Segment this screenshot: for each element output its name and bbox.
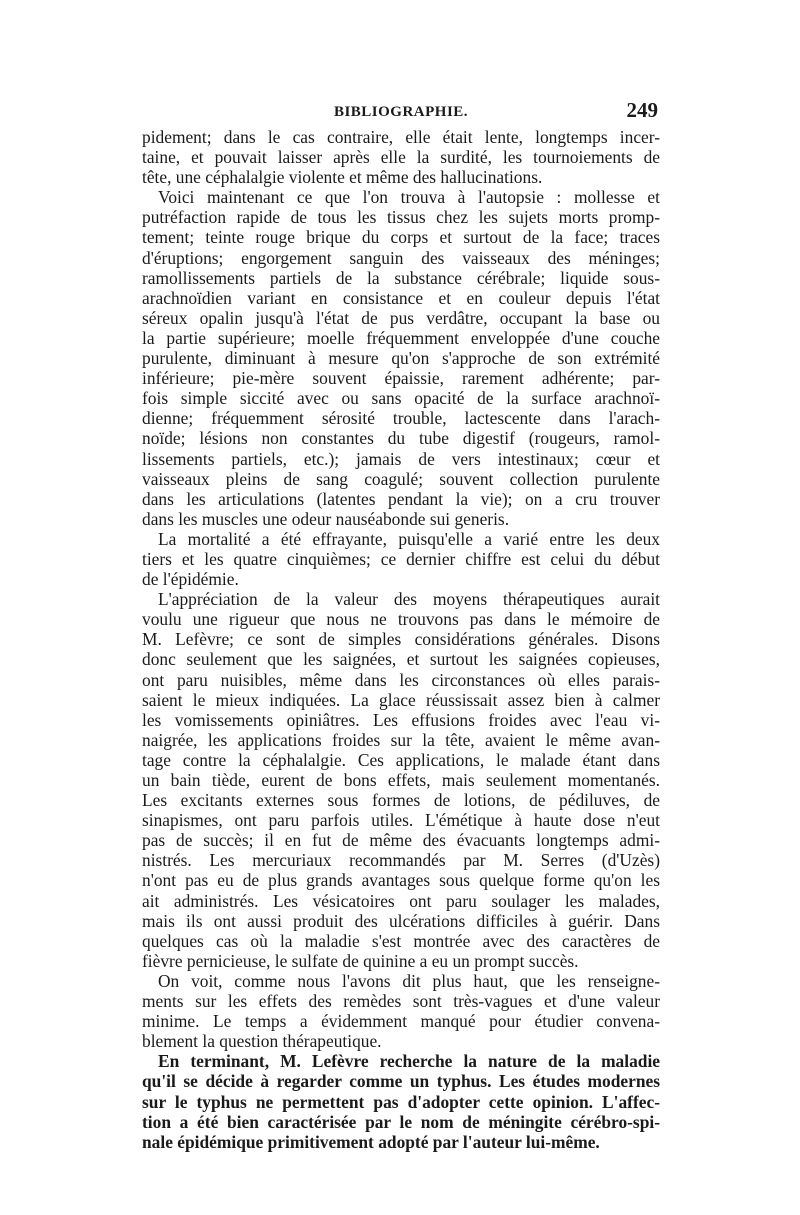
running-title: BIBLIOGRAPHIE.: [333, 104, 469, 120]
text-line: En terminant, M. Lefèvre recherche la nature de la maladie: [158, 1051, 660, 1072]
text-line: tiers et les quatre cinquièmes; ce dernier chiffre est celui du début: [142, 548, 660, 569]
text-line: tement; teinte rouge brique du corps et surtout de la face; traces: [142, 227, 660, 248]
page-number: 249: [626, 98, 658, 122]
text-line: pas de succès; il en fut de même des évacuants longtemps admi-: [142, 830, 660, 851]
text-line: Les excitants externes sous formes de lotions, de pédiluves, de: [142, 790, 660, 811]
page-header: [142, 100, 660, 128]
text-line: pidement; dans le cas contraire, elle était lente, longtemps incer-: [142, 127, 660, 147]
paragraph: [142, 1051, 660, 1151]
text-line: fois simple siccité avec ou sans opacité de la surface arachnoï-: [142, 388, 660, 409]
text-line: fièvre pernicieuse, le sulfate de quinine a eu un prompt succès.: [142, 950, 579, 971]
text-line: donc seulement que les saignées, et surtout les saignées copieuses,: [142, 649, 660, 670]
text-line: ont paru nuisibles, même dans les circonstances où elles parais-: [142, 669, 660, 690]
text-line: noïde; lésions non constantes du tube digestif (rougeurs, ramol-: [142, 428, 660, 449]
text-line: lissements partiels, etc.); jamais de vers intestinaux; cœur et: [142, 448, 660, 469]
text-line: quelques cas où la maladie s'est montrée avec des caractères de: [142, 930, 660, 951]
text-line: mais ils ont aussi produit des ulcérations difficiles à guérir. Dans: [142, 910, 660, 931]
paragraph: [142, 529, 660, 589]
text-line: les vomissements opiniâtres. Les effusions froides avec l'eau vi-: [142, 709, 660, 730]
text-line: nistrés. Les mercuriaux recommandés par M. Serres (d'Uzès): [142, 850, 660, 871]
text-line: nale épidémique primitivement adopté par l'auteur lui-même.: [142, 1131, 600, 1152]
text-line: dienne; fréquemment sérosité trouble, lactescente dans l'arach-: [142, 408, 660, 429]
text-line: tête, une céphalalgie violente et même des hallucinations.: [142, 167, 543, 188]
paragraph: [142, 127, 660, 187]
text-line: La mortalité a été effrayante, puisqu'elle a varié entre les deux: [158, 528, 660, 549]
text-line: Voici maintenant ce que l'on trouva à l'autopsie : mollesse et: [158, 187, 660, 208]
text-line: dans les articulations (latentes pendant la vie); on a cru trouver: [142, 488, 660, 509]
text-line: dans les muscles une odeur nauséabonde sui generis.: [142, 508, 510, 529]
text-line: de l'épidémie.: [142, 569, 239, 590]
text-line: tage contre la céphalalgie. Ces applications, le malade étant dans: [142, 749, 660, 770]
text-line: d'éruptions; engorgement sanguin des vaisseaux des méninges;: [142, 247, 660, 268]
text-line: voulu une rigueur que nous ne trouvons pas dans le mémoire de: [142, 609, 660, 630]
text-line: sur le typhus ne permettent pas d'adopter cette opinion. L'affec-: [142, 1091, 660, 1112]
text-line: M. Lefèvre; ce sont de simples considérations générales. Disons: [142, 629, 660, 650]
text-line: naigrée, les applications froides sur la tête, avaient le même avan-: [142, 729, 660, 750]
paragraph: [142, 971, 660, 1051]
text-line: putréfaction rapide de tous les tissus chez les sujets morts promp-: [142, 207, 660, 228]
text-line: inférieure; pie-mère souvent épaissie, rarement adhérente; par-: [142, 368, 660, 389]
text-line: vaisseaux pleins de sang coagulé; souvent collection purulente: [142, 468, 660, 489]
text-line: n'ont pas eu de plus grands avantages sous quelque forme qu'on les: [142, 870, 660, 891]
paragraph: [142, 187, 660, 529]
paragraph: [142, 589, 660, 971]
text-line: un bain tiède, eurent de bons effets, mais seulement momentanés.: [142, 770, 660, 790]
text-line: purulente, diminuant à mesure qu'on s'approche de son extrémité: [142, 348, 660, 369]
text-line: On voit, comme nous l'avons dit plus haut, que les renseigne-: [158, 970, 660, 991]
text-line: saient le mieux indiquées. La glace réussissait assez bien à calmer: [142, 689, 660, 710]
text-line: ments sur les effets des remèdes sont très-vagues et d'une valeur: [142, 991, 660, 1012]
text-line: séreux opalin jusqu'à l'état de pus verdâtre, occupant la base ou: [142, 307, 660, 328]
text-line: qu'il se décide à regarder comme un typhus. Les études modernes: [142, 1071, 660, 1092]
text-line: ramollissements partiels de la substance cérébrale; liquide sous-: [142, 267, 660, 288]
text-line: la partie supérieure; moelle fréquemment enveloppée d'une couche: [142, 327, 660, 348]
body-text: [142, 127, 660, 1152]
text-line: minime. Le temps a évidemment manqué pour étudier convena-: [142, 1011, 660, 1032]
text-line: taine, et pouvait laisser après elle la surdité, les tournoiements de: [142, 147, 660, 168]
text-line: arachnoïdien variant en consistance et en couleur depuis l'état: [142, 287, 660, 308]
text-line: blement la question thérapeutique.: [142, 1031, 382, 1052]
text-line: tion a été bien caractérisée par le nom de méningite cérébro-spi-: [142, 1111, 660, 1132]
text-line: sinapismes, ont paru parfois utiles. L'émétique à haute dose n'eut: [142, 810, 660, 831]
text-line: ait administrés. Les vésicatoires ont paru soulager les malades,: [142, 890, 660, 911]
text-line: L'appréciation de la valeur des moyens thérapeutiques aurait: [158, 589, 660, 610]
